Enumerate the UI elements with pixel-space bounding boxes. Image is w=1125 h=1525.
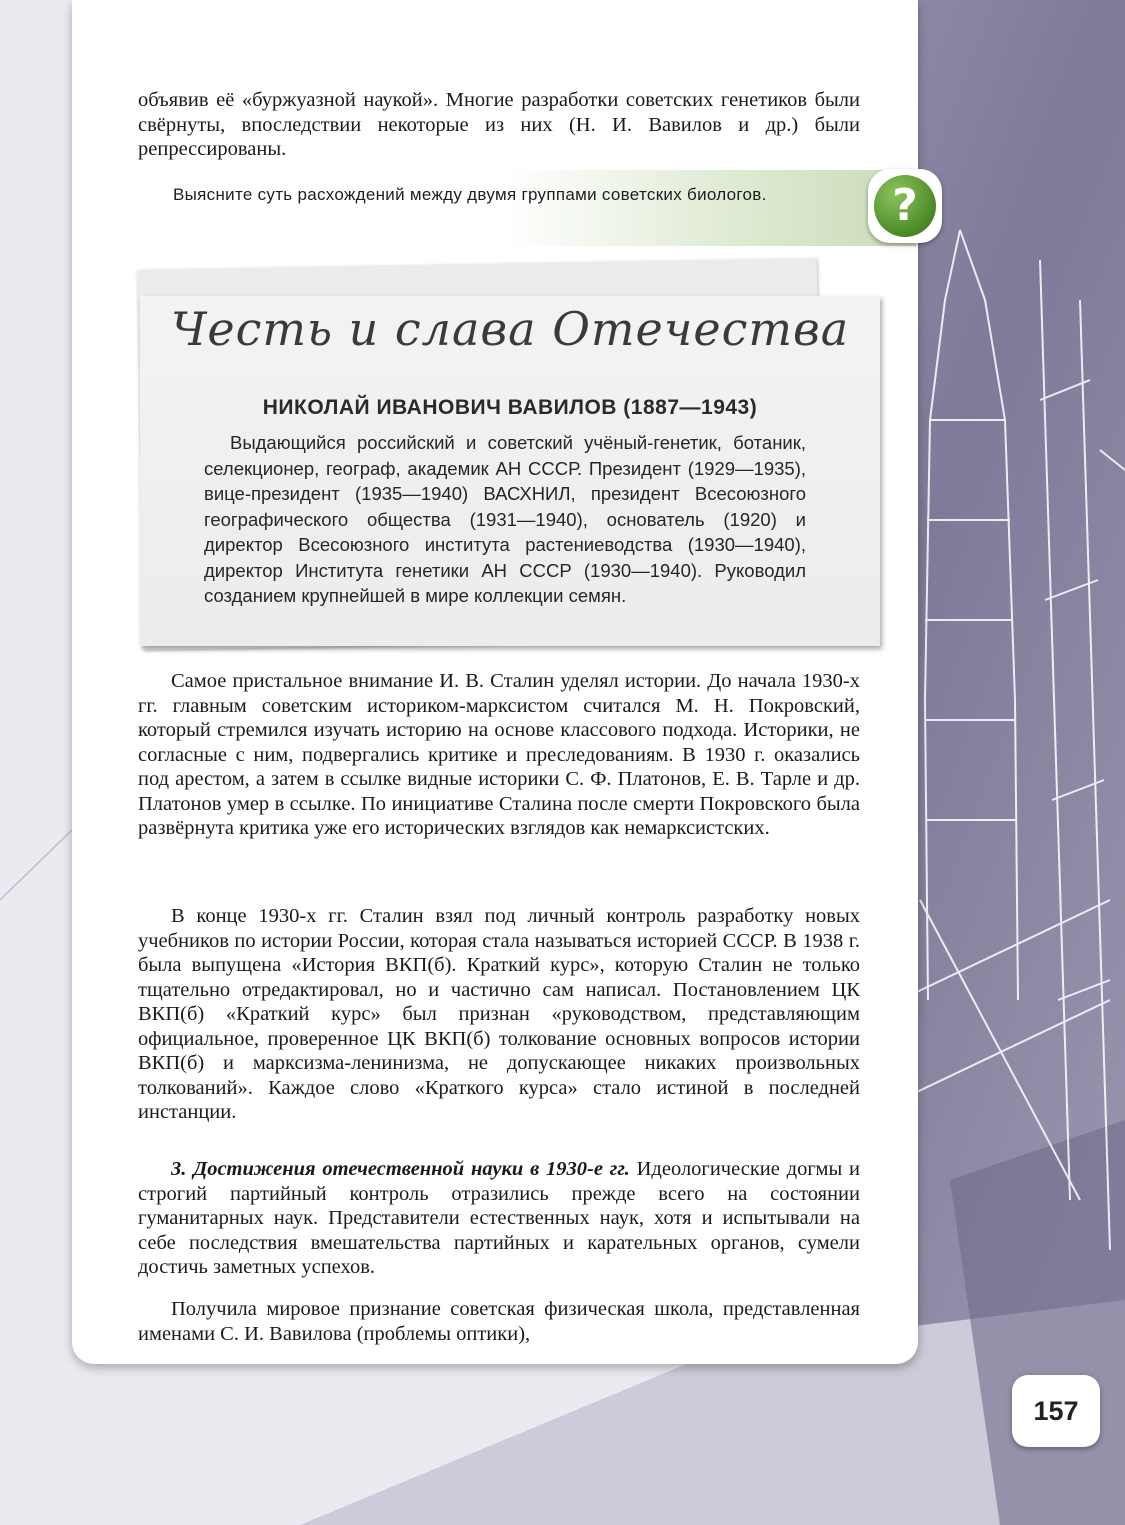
question-icon [868,169,942,243]
biography-text: Выдающийся российский и советский учёный-генетик, ботаник, селекционер, географ, академик АН СССР. Президент (1929—1935), вице-президент (1935—1940) ВАСХНИЛ, президент Всесоюзного географического общества (1931—1940), основатель (1920) и директор Всесоюзного института растениеводства (1930—1940), директор Института генетики АН СССР (1930—1940). Руководил созданием крупнейшей в мире коллекции семян. [204,432,806,606]
top-paragraph: объявив её «буржуазной наукой». Многие разработки советских генетиков были свёрнуты, впоследствии некоторые из них (Н. И. Вавилов и др.) были репрессированы. [138,89,860,160]
section-text: Идеологические догмы и строгий партийный контроль отразились прежде всего на состоянии гуманитарных наук. Представители естественных наук, хотя и испытывали на себе последствия вмешательства партийных и карательных органов, сумели достичь заметных успехов. [138,1158,861,1278]
section-heading: 3. Достижения отечественной науки в 1930-е гг. [171,1158,630,1180]
biography-card [140,296,880,646]
paragraph-history: Самое пристальное внимание И. В. Сталин уделял истории. До начала 1930-х гг. главным советским историком-марксистом считался М. Н. Покровский, который стремился изучать историю на основе классового подхода. Историки, не согласные с ним, подвергались критике и преследованиям. В 1930 г. оказались под арестом, а затем в ссылке видные историки С. Ф. Платонов, Е. В. Тарле и др. Платонов умер в ссылке. По инициативе Сталина после смерти Покровского была развёрнута критика уже его исторических взглядов как немарксистских. [138,670,860,839]
question-text: Выясните суть расхождений между двумя группами советских биологов. [173,185,767,204]
section-3 [138,1157,860,1280]
card-heading: Честь и слава Отечества [170,302,850,356]
paragraph-short-course: В конце 1930-х гг. Сталин взял под личный контроль разработку новых учебников по истории России, которая стала называться историей СССР. В 1938 г. была выпущена «История ВКП(б). Краткий курс», которую Сталин не только тщательно отредактировал, но и частично сам написал. Постановлением ЦК ВКП(б) «Краткий курс» был признан «руководством, представляющим официальное, проверенное ЦК ВКП(б) толкование основных вопросов истории ВКП(б) и марксизма-ленинизма, не допускающее никаких произвольных толкований». Каждое слово «Краткого курса» стало истиной в последней инстанции. [138,905,860,1123]
person-name: НИКОЛАЙ ИВАНОВИЧ ВАВИЛОВ (1887—1943) [262,396,758,419]
paragraph-physics: Получила мировое признание советская физическая школа, представленная именами С. И. Вавилова (проблемы оптики), [138,1298,860,1345]
page-number: 157 [1012,1375,1100,1447]
question-mark-icon: ? [874,175,936,237]
question-box [96,170,916,246]
